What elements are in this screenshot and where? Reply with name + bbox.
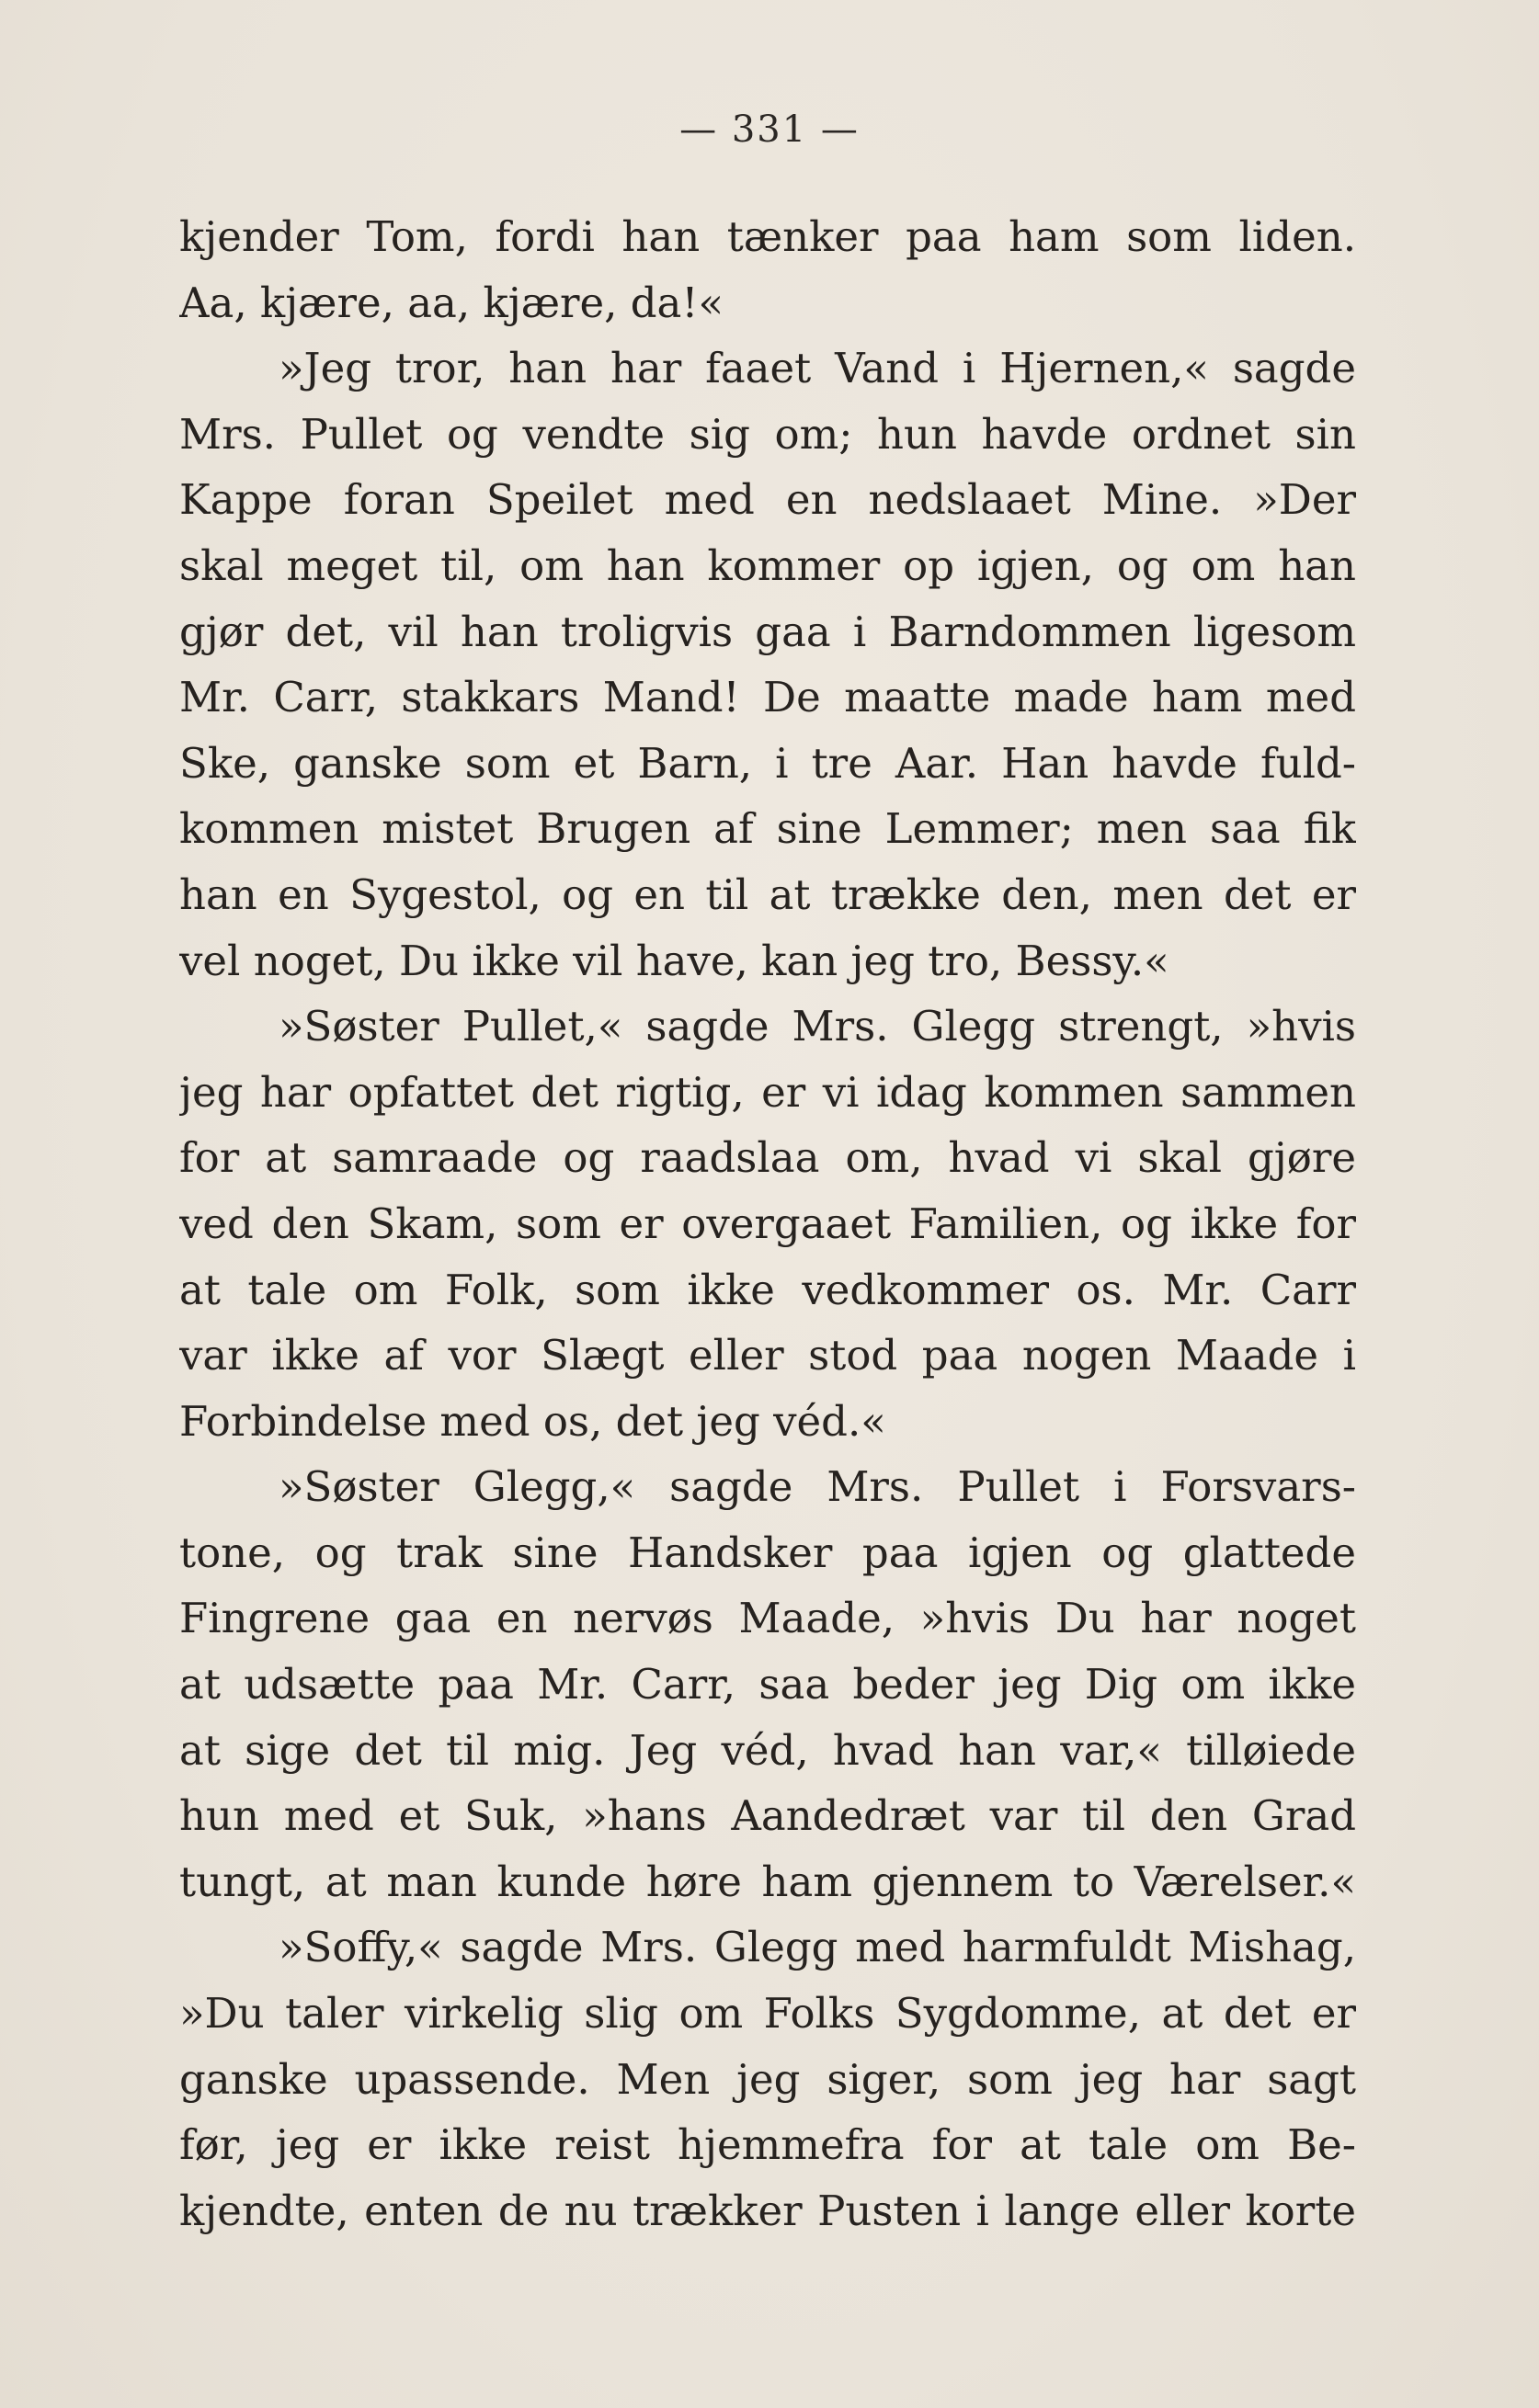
page-number: — 331 — [679,108,860,151]
text-line: jeg har opfattet det rigtig, er vi idag kommen sammen [179,1067,1356,1117]
text-line: »Soffy,« sagde Mrs. Glegg med harmfuldt Mishag, [279,1923,1356,1972]
text-line: Kappe foran Speilet med en nedslaaet Mine. »Der [179,475,1356,525]
text-line: han en Sygestol, og en til at trække den, men det er [179,869,1356,919]
text-line: kommen mistet Brugen af sine Lemmer; men saa fik [179,804,1356,854]
text-line: Fingrene gaa en nervøs Maade, »hvis Du har noget [179,1594,1356,1643]
body-text [179,204,1356,2243]
text-line: kjendte, enten de nu trækker Pusten i lange eller korte [179,2186,1356,2235]
text-line: for at samraade og raadslaa om, hvad vi skal gjøre [179,1133,1356,1183]
text-line: ved den Skam, som er overgaaet Familien, og ikke for [179,1198,1356,1248]
text-line: før, jeg er ikke reist hjemmefra for at tale om Be- [179,2120,1356,2170]
text-line: skal meget til, om han kommer op igjen, og om han [179,540,1356,590]
text-line: Ske, ganske som et Barn, i tre Aar. Han havde fuld- [179,738,1356,788]
text-line: at udsætte paa Mr. Carr, saa beder jeg Dig om ikke [179,1660,1356,1709]
text-line: Forbindelse med os, det jeg véd.« [179,1396,886,1446]
text-line: gjør det, vil han troligvis gaa i Barndommen ligesom [179,607,1356,656]
text-line: at tale om Folk, som ikke vedkommer os. Mr. Carr [179,1265,1356,1314]
text-line: »Søster Glegg,« sagde Mrs. Pullet i Forsvars- [279,1462,1356,1512]
text-line: Mr. Carr, stakkars Mand! De maatte made ham med [179,673,1356,722]
text-line: vel noget, Du ikke vil have, kan jeg tro, Bessy.« [179,936,1169,985]
text-line: Aa, kjære, aa, kjære, da!« [179,278,724,327]
text-line: ganske upassende. Men jeg siger, som jeg har sagt [179,2054,1356,2104]
text-line: tungt, at man kunde høre ham gjennem to Værelser.« [179,1857,1356,1906]
text-line: var ikke af vor Slægt eller stod paa nogen Maade i [179,1331,1356,1380]
text-line: at sige det til mig. Jeg véd, hvad han var,« tilløiede [179,1725,1356,1775]
text-line: kjender Tom, fordi han tænker paa ham som liden. [179,212,1356,261]
text-line: »Søster Pullet,« sagde Mrs. Glegg strengt, »hvis [279,1002,1356,1051]
text-line: Mrs. Pullet og vendte sig om; hun havde ordnet sin [179,409,1356,459]
text-line: »Jeg tror, han har faaet Vand i Hjernen,« sagde [279,344,1356,393]
text-line: »Du taler virkelig slig om Folks Sygdomme, at det er [179,1989,1356,2039]
text-line: hun med et Suk, »hans Aandedræt var til den Grad [179,1791,1356,1841]
text-line: tone, og trak sine Handsker paa igjen og glattede [179,1528,1356,1577]
